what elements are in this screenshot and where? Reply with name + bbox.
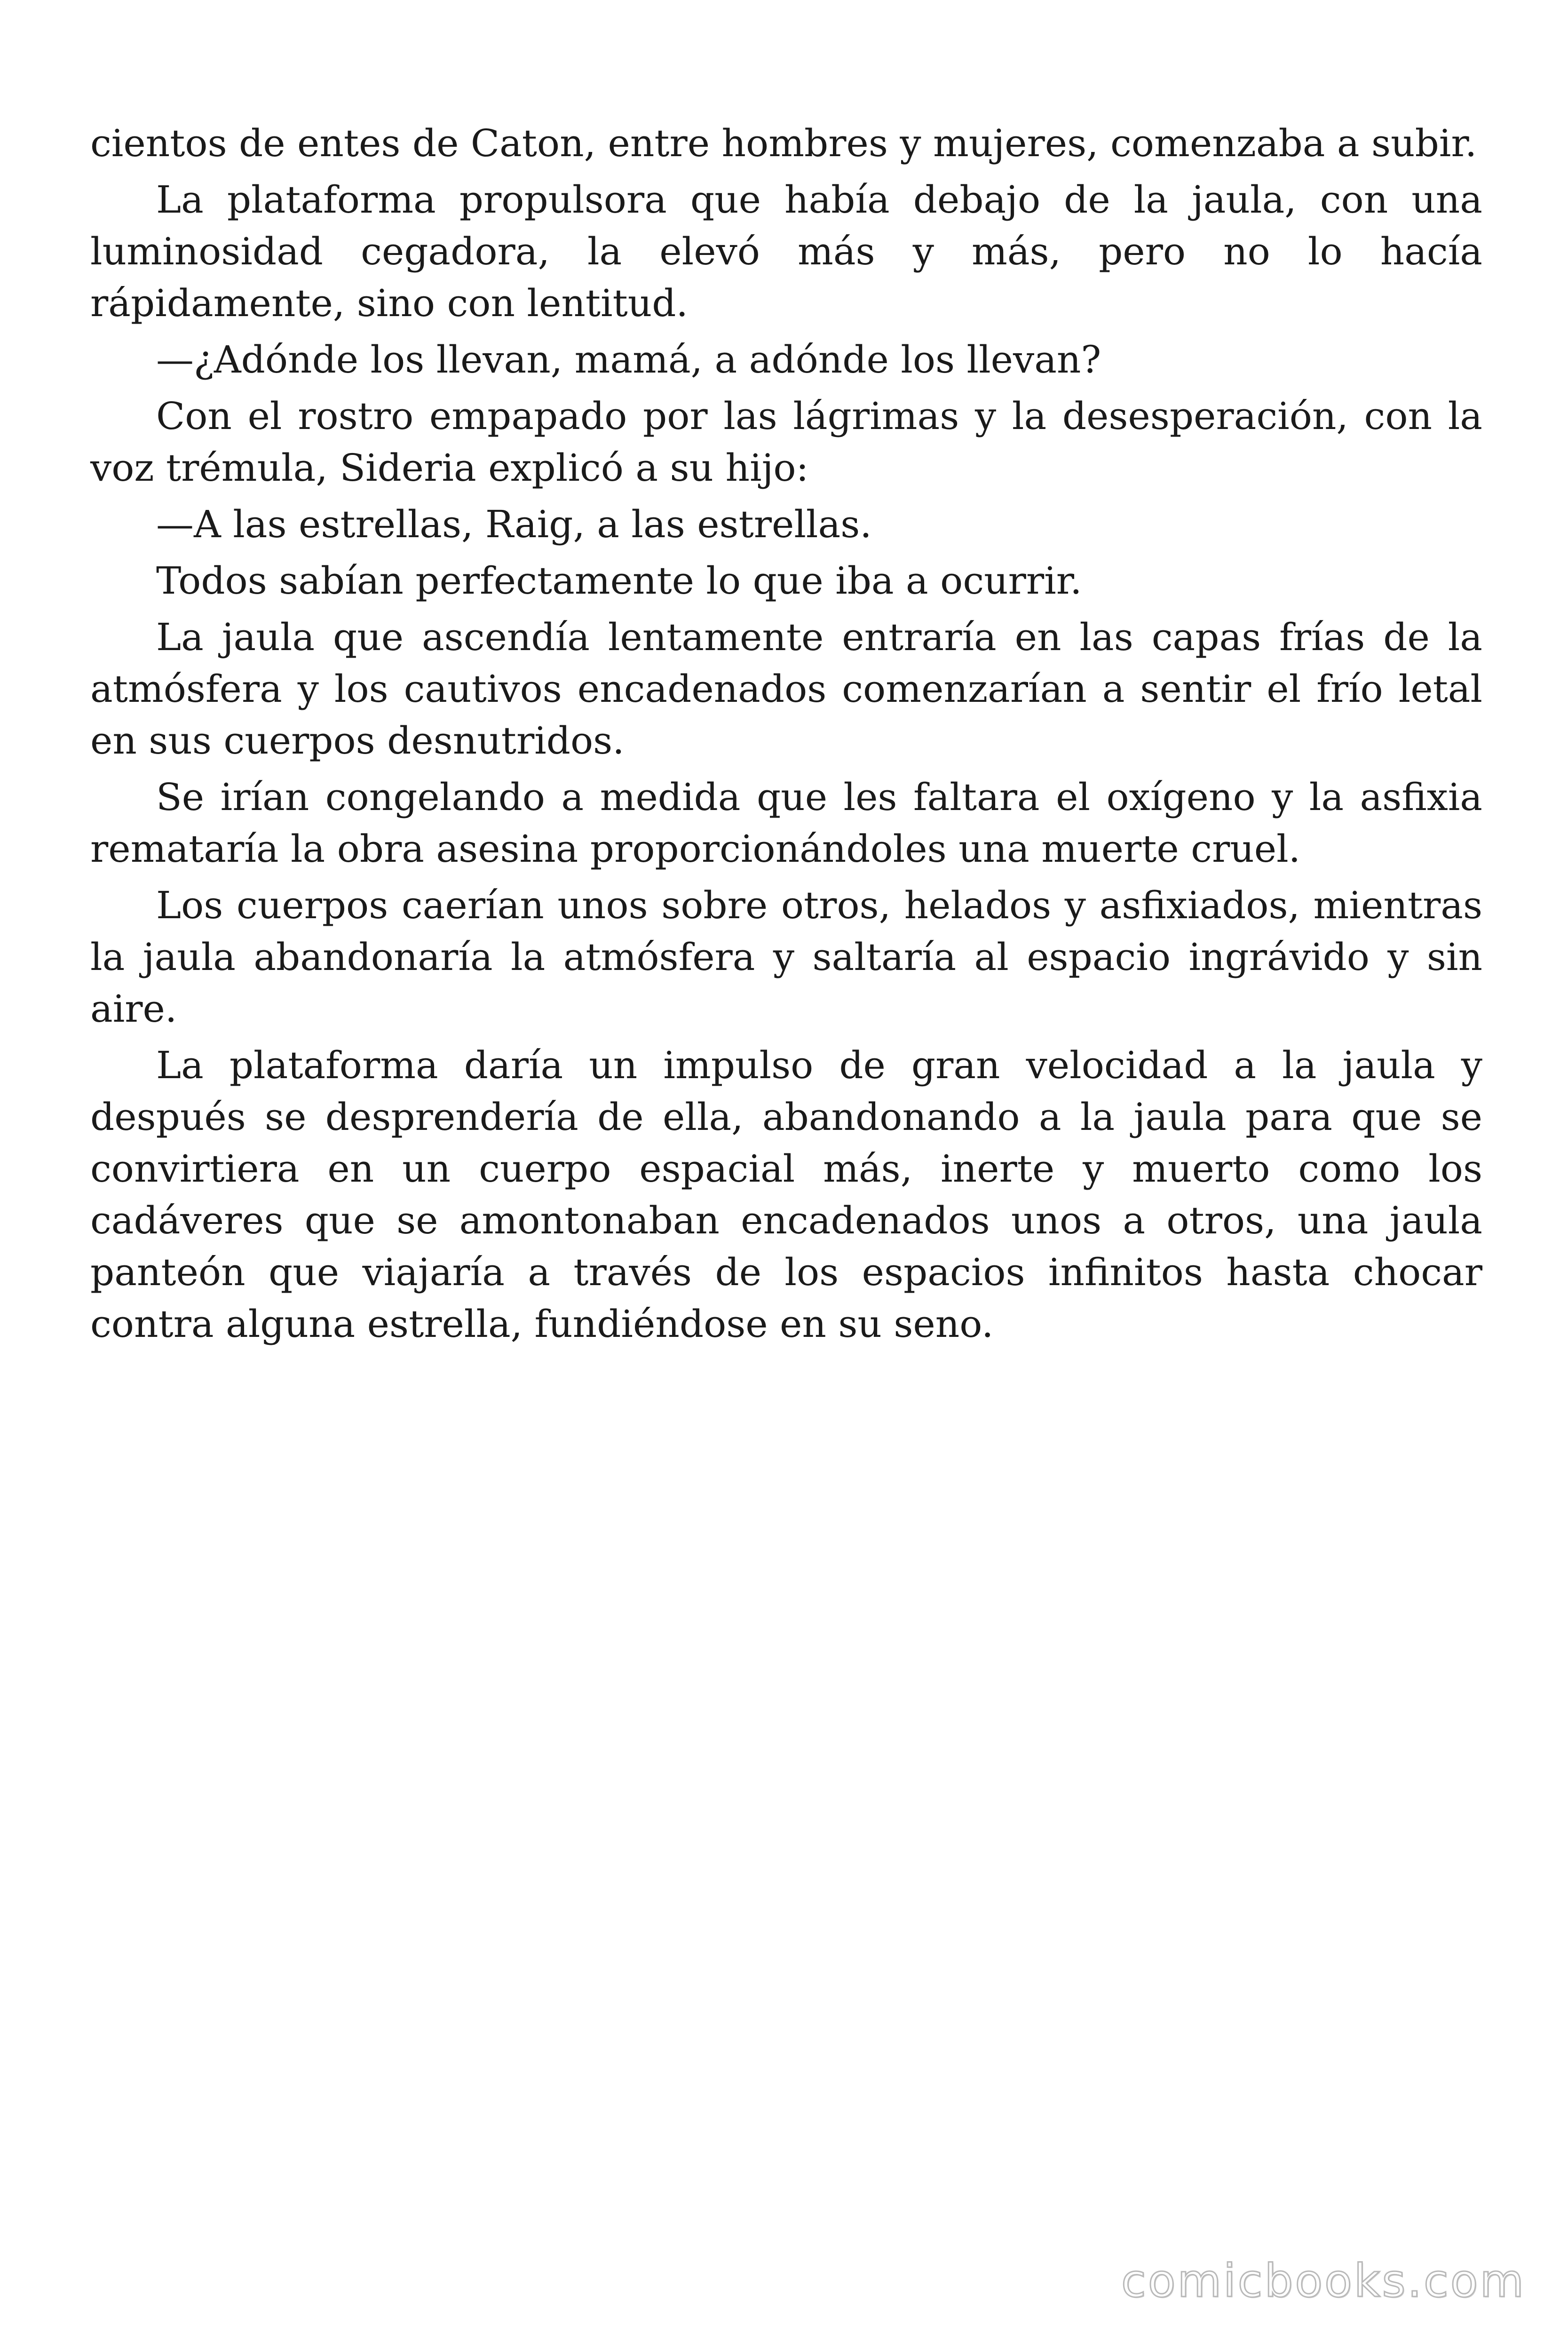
watermark: comicbooks.com — [1121, 2255, 1526, 2307]
paragraph-continuation: cientos de entes de Caton, entre hombres y mujeres, comenzaba a subir. — [90, 121, 1477, 165]
paragraph: Se irían congelando a medida que les faltara el oxígeno y la asfixia remataría la obra asesina proporcionándoles una muerte cruel. — [90, 775, 1482, 871]
paragraph: La plataforma propulsora que había debajo de la jaula, con una luminosidad cegadora, la elevó más y más, pero no lo hacía rápidamente, sino con lentitud. — [90, 178, 1482, 325]
paragraph: Los cuerpos caerían unos sobre otros, helados y asfixiados, mientras la jaula abandonaría la atmósfera y saltaría al espacio ingrávido y sin aire. — [90, 883, 1482, 1031]
body-text — [90, 118, 1482, 1355]
paragraph: Todos sabían perfectamente lo que iba a ocurrir. — [156, 559, 1082, 603]
dialogue-paragraph: —A las estrellas, Raig, a las estrellas. — [156, 502, 872, 546]
dialogue-paragraph: —¿Adónde los llevan, mamá, a adónde los llevan? — [156, 338, 1101, 381]
paragraph: La plataforma daría un impulso de gran velocidad a la jaula y después se desprendería de ella, abandonando a la jaula para que se convirtiera en un cuerpo espacial más, inerte y muerto como los cadáveres que se amontonaban encadenados unos a otros, una jaula panteón que viajaría a través de los espacios infinitos hasta chocar contra alguna estrella, fundiéndose en su seno. — [90, 1043, 1482, 1346]
paragraph: La jaula que ascendía lentamente entraría en las capas frías de la atmósfera y los cautivos encadenados comenzarían a sentir el frío letal en sus cuerpos desnutridos. — [90, 615, 1482, 763]
paragraph: Con el rostro empapado por las lágrimas y la desesperación, con la voz trémula, Sideria explicó a su hijo: — [90, 394, 1482, 490]
